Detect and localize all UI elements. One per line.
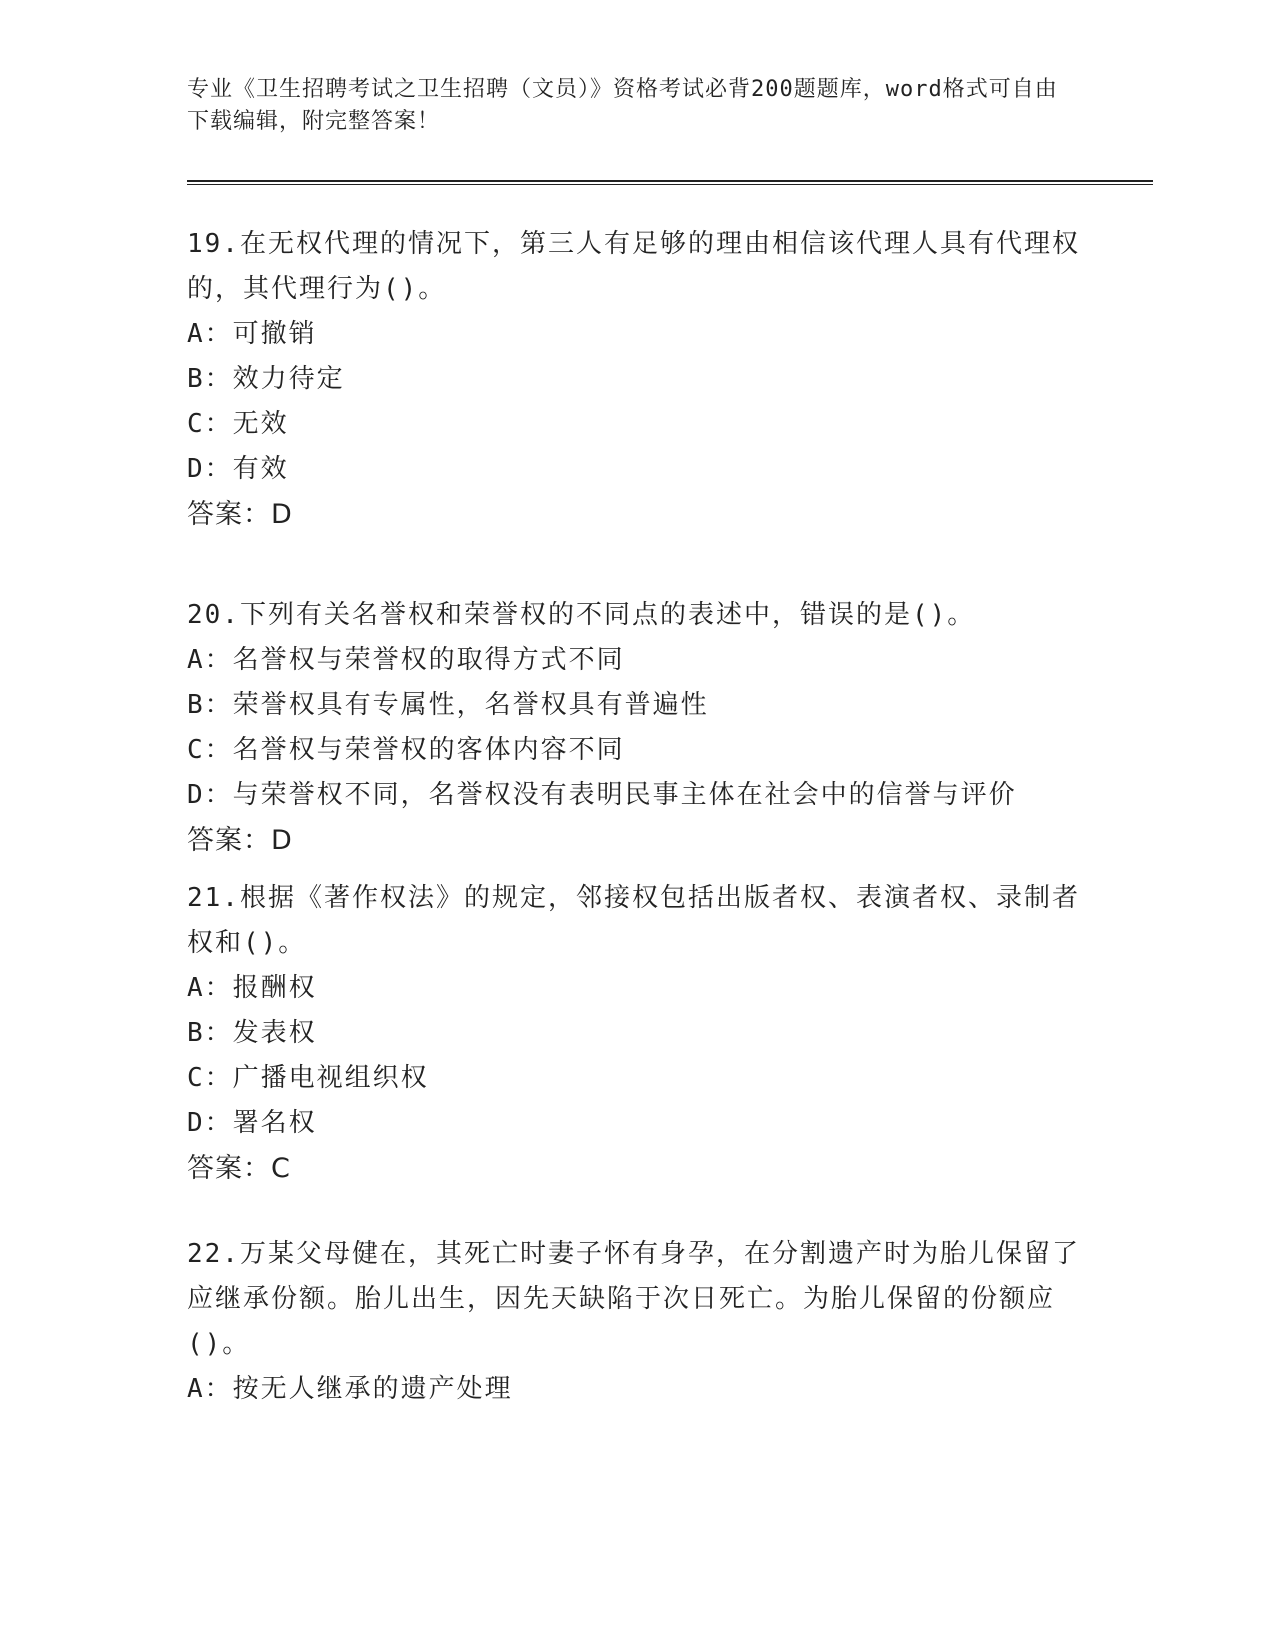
answer: 答案：C — [187, 1153, 291, 1184]
question-19 — [187, 222, 1087, 538]
option-a: A：名誉权与荣誉权的取得方式不同 — [187, 645, 625, 675]
option-d: D：署名权 — [187, 1108, 317, 1138]
question-20 — [187, 593, 1087, 864]
option-c: C：广播电视组织权 — [187, 1063, 429, 1093]
option-c: C：无效 — [187, 409, 289, 439]
option-b: B：发表权 — [187, 1018, 317, 1048]
question-stem: 20.下列有关名誉权和荣誉权的不同点的表述中，错误的是()。 — [187, 600, 976, 630]
option-b: B：效力待定 — [187, 364, 345, 394]
option-b: B：荣誉权具有专属性，名誉权具有普遍性 — [187, 690, 709, 720]
header-divider — [187, 180, 1153, 182]
header-divider-thin — [187, 184, 1153, 185]
option-a: A：按无人继承的遗产处理 — [187, 1374, 513, 1404]
question-22 — [187, 1232, 1087, 1412]
option-a: A：报酬权 — [187, 973, 317, 1003]
document-header: 专业《卫生招聘考试之卫生招聘（文员）》资格考试必背200题题库，word格式可自由下载编辑，附完整答案！ — [187, 77, 1058, 134]
option-c: C：名誉权与荣誉权的客体内容不同 — [187, 735, 625, 765]
question-21 — [187, 876, 1087, 1192]
option-a: A：可撤销 — [187, 319, 317, 349]
option-d: D：有效 — [187, 454, 289, 484]
answer: 答案：D — [187, 499, 293, 530]
answer: 答案：D — [187, 825, 293, 856]
option-d: D：与荣誉权不同，名誉权没有表明民事主体在社会中的信誉与评价 — [187, 780, 1017, 810]
question-stem: 22.万某父母健在，其死亡时妻子怀有身孕，在分割遗产时为胎儿保留了应继承份额。胎儿出生，因先天缺陷于次日死亡。为胎儿保留的份额应()。 — [187, 1239, 1080, 1359]
question-stem: 19.在无权代理的情况下，第三人有足够的理由相信该代理人具有代理权的，其代理行为()。 — [187, 229, 1080, 304]
question-stem: 21.根据《著作权法》的规定，邻接权包括出版者权、表演者权、录制者权和()。 — [187, 883, 1080, 958]
